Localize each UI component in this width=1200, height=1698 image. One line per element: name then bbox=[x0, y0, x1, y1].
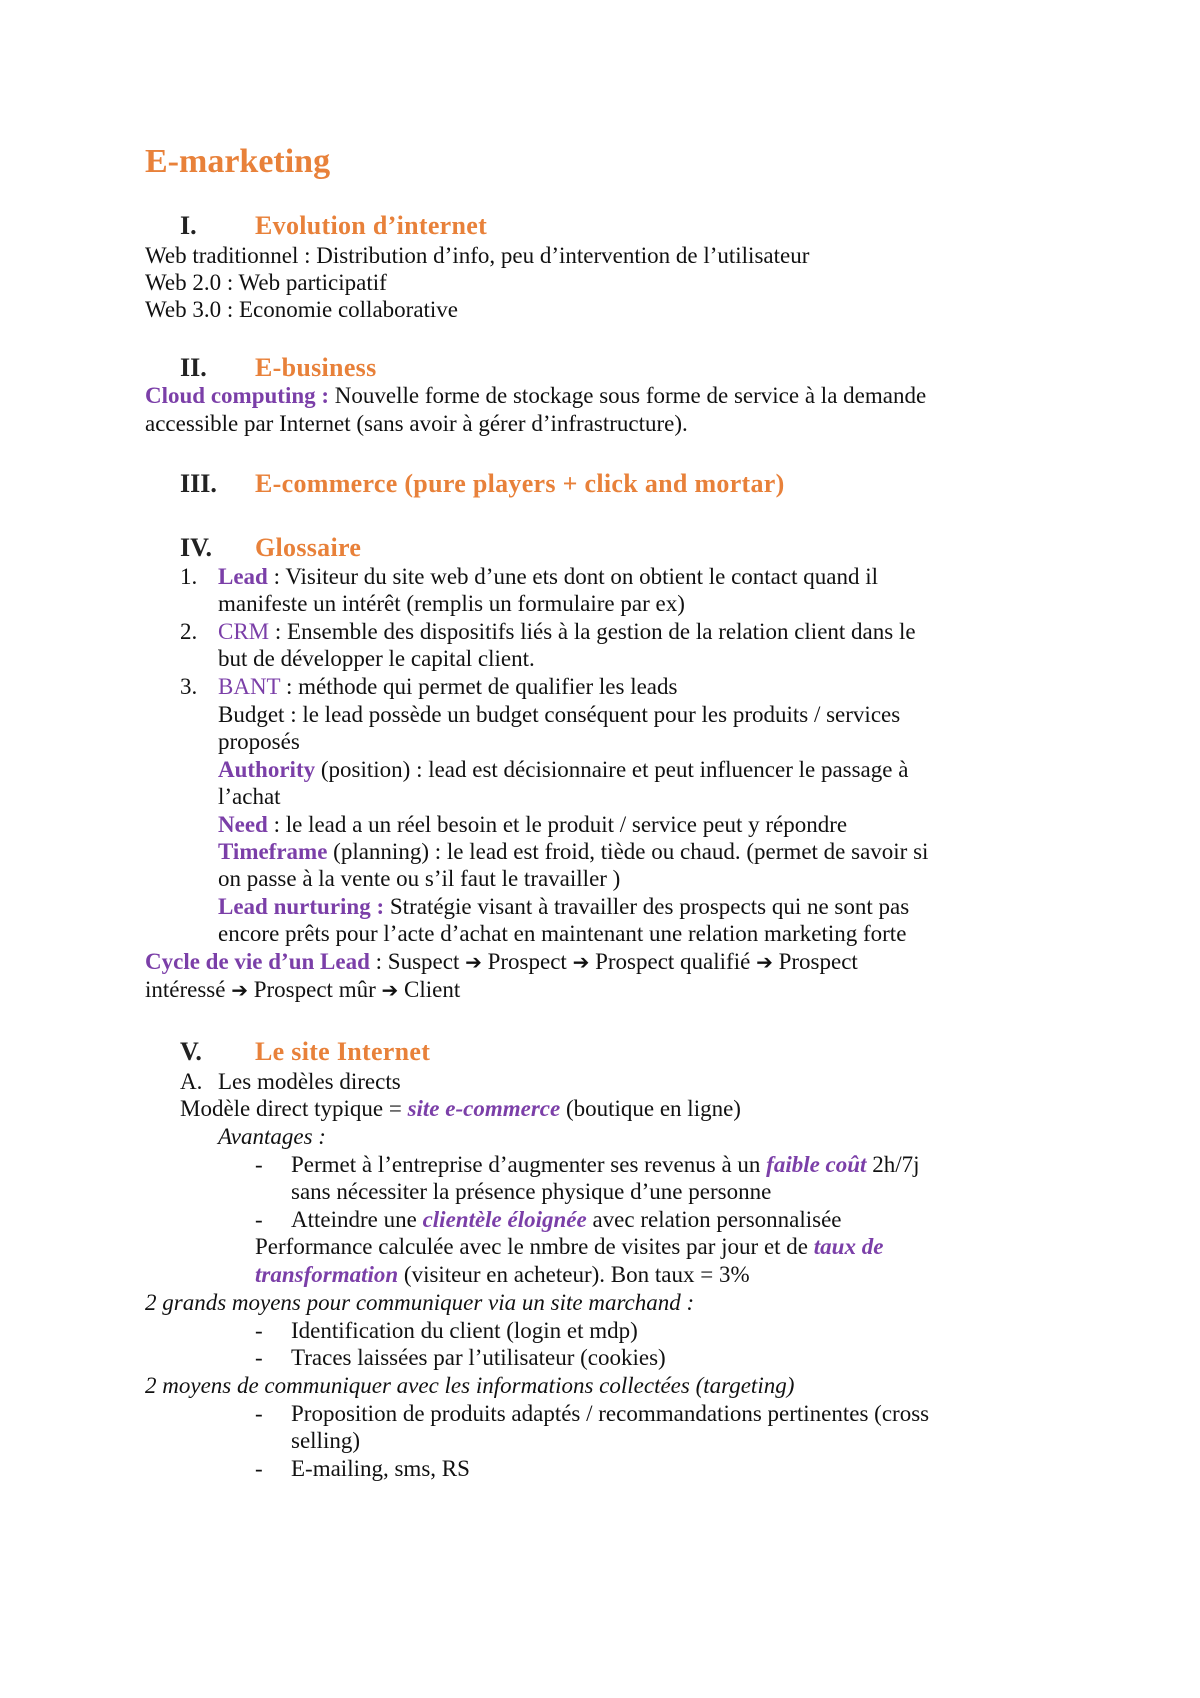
cycle-prospect-qualifie: Prospect qualifié bbox=[589, 949, 757, 974]
section-3-heading: E-commerce (pure players + click and mortar) bbox=[255, 469, 785, 498]
lead-cycle-term: Cycle de vie d’un Lead bbox=[145, 949, 370, 974]
lead-nurturing-continuation: encore prêts pour l’acte d’achat en maintenant une relation marketing forte bbox=[218, 921, 907, 946]
web-3-line: Web 3.0 : Economie collaborative bbox=[145, 297, 459, 322]
targeting-emailing: E-mailing, sms, RS bbox=[291, 1456, 470, 1481]
section-5-heading: Le site Internet bbox=[255, 1037, 431, 1066]
bant-term: BANT bbox=[218, 674, 281, 699]
section-2-number: II. bbox=[180, 353, 207, 382]
glossary-item-lead bbox=[218, 563, 878, 591]
need-definition: : le lead a un réel besoin et le produit / service peut y répondre bbox=[267, 812, 848, 837]
bullet-dash: - bbox=[255, 1152, 263, 1177]
arrow-right-icon: ➔ bbox=[381, 978, 399, 1002]
performance-line bbox=[255, 1233, 883, 1261]
site-ecommerce-term: site e-commerce bbox=[407, 1096, 561, 1121]
cycle-prospect-interesse: Prospect bbox=[772, 949, 858, 974]
taux-de-term: taux de bbox=[813, 1234, 884, 1259]
lead-term: Lead bbox=[218, 564, 268, 589]
bullet-dash: - bbox=[255, 1318, 263, 1343]
cloud-computing-continuation: accessible par Internet (sans avoir à gérer d’infrastructure). bbox=[145, 411, 688, 436]
performance-text: Performance calculée avec le nmbre de visites par jour et de bbox=[255, 1234, 814, 1259]
authority-definition: (position) : lead est décisionnaire et peut influencer le passage à bbox=[315, 757, 909, 782]
advantage-1-continuation: sans nécessiter la présence physique d’une personne bbox=[291, 1179, 772, 1204]
subsection-a-title: Les modèles directs bbox=[218, 1069, 401, 1094]
page-title: E-marketing bbox=[145, 143, 331, 180]
faible-cout-term: faible coût bbox=[766, 1152, 867, 1177]
advantage-1-hours: 2h/7j bbox=[866, 1152, 920, 1177]
budget-line: Budget : le lead possède un budget conséquent pour les produits / services bbox=[218, 702, 901, 727]
timeframe-definition: (planning) : le lead est froid, tiède ou chaud. (permet de savoir si bbox=[327, 839, 929, 864]
bullet-dash: - bbox=[255, 1345, 263, 1370]
arrow-right-icon: ➔ bbox=[231, 978, 248, 1002]
budget-continuation: proposés bbox=[218, 729, 300, 754]
cycle-prospect: Prospect bbox=[481, 949, 573, 974]
advantage-1-text: Permet à l’entreprise d’augmenter ses revenus à un bbox=[291, 1152, 767, 1177]
bant-definition: : méthode qui permet de qualifier les leads bbox=[280, 674, 678, 699]
direct-model-note: (boutique en ligne) bbox=[560, 1096, 741, 1121]
authority-continuation: l’achat bbox=[218, 784, 281, 809]
cycle-suspect: : Suspect bbox=[369, 949, 466, 974]
bullet-dash: - bbox=[255, 1207, 263, 1232]
crm-continuation: but de développer le capital client. bbox=[218, 646, 535, 671]
section-1-number: I. bbox=[180, 211, 197, 240]
lead-cycle-continuation bbox=[145, 976, 460, 1004]
targeting-proposition: Proposition de produits adaptés / recommandations pertinentes (cross bbox=[291, 1401, 930, 1426]
direct-model-line bbox=[180, 1095, 741, 1123]
advantage-2-note: avec relation personnalisée bbox=[586, 1207, 842, 1232]
lead-nurturing-line bbox=[218, 893, 909, 921]
targeting-proposition-continuation: selling) bbox=[291, 1428, 360, 1453]
list-number-2: 2. bbox=[180, 619, 198, 644]
need-term: Need bbox=[218, 812, 268, 837]
arrow-right-icon: ➔ bbox=[572, 950, 590, 974]
lead-continuation: manifeste un intérêt (remplis un formulaire par ex) bbox=[218, 591, 685, 616]
cycle-client: Client bbox=[398, 977, 461, 1002]
glossary-item-bant bbox=[218, 673, 677, 701]
section-4-heading: Glossaire bbox=[255, 533, 362, 562]
timeframe-term: Timeframe bbox=[218, 839, 328, 864]
section-4-number: IV. bbox=[180, 533, 213, 562]
performance-continuation bbox=[255, 1261, 750, 1289]
crm-definition: : Ensemble des dispositifs liés à la gestion de la relation client dans le bbox=[269, 619, 916, 644]
cloud-computing-definition: Nouvelle forme de stockage sous forme de service à la demande bbox=[329, 383, 927, 408]
section-2-heading: E-business bbox=[255, 353, 377, 382]
cloud-computing-term: Cloud computing : bbox=[145, 383, 330, 408]
cloud-computing-line bbox=[145, 382, 926, 410]
means-traces: Traces laissées par l’utilisateur (cookies) bbox=[291, 1345, 666, 1370]
section-1-heading: Evolution d’internet bbox=[255, 211, 488, 240]
direct-model-label: Modèle direct typique = bbox=[180, 1096, 408, 1121]
list-number-1: 1. bbox=[180, 564, 198, 589]
advantage-2 bbox=[291, 1206, 842, 1234]
lead-nurturing-definition: Stratégie visant à travailler des prospects qui ne sont pas bbox=[384, 894, 910, 919]
bullet-dash: - bbox=[255, 1401, 263, 1426]
crm-term: CRM bbox=[218, 619, 270, 644]
clientele-eloignee-term: clientèle éloignée bbox=[422, 1207, 587, 1232]
means-identification: Identification du client (login et mdp) bbox=[291, 1318, 638, 1343]
cycle-prospect-mur: Prospect mûr bbox=[247, 977, 382, 1002]
advantage-1 bbox=[291, 1151, 919, 1179]
targeting-heading: 2 moyens de communiquer avec les informations collectées (targeting) bbox=[145, 1373, 795, 1398]
subsection-a-letter: A. bbox=[180, 1069, 203, 1094]
lead-cycle-line bbox=[145, 948, 858, 976]
transformation-term: transformation bbox=[255, 1262, 399, 1287]
communication-means-heading: 2 grands moyens pour communiquer via un site marchand : bbox=[145, 1290, 695, 1315]
list-number-3: 3. bbox=[180, 674, 198, 699]
need-line bbox=[218, 811, 847, 839]
web-2-line: Web 2.0 : Web participatif bbox=[145, 270, 387, 295]
avantages-label: Avantages : bbox=[218, 1124, 326, 1149]
cycle-interesse: intéressé bbox=[145, 977, 232, 1002]
lead-nurturing-term: Lead nurturing : bbox=[218, 894, 385, 919]
advantage-2-text: Atteindre une bbox=[291, 1207, 423, 1232]
arrow-right-icon: ➔ bbox=[756, 950, 773, 974]
section-3-number: III. bbox=[180, 469, 217, 498]
arrow-right-icon: ➔ bbox=[465, 950, 482, 974]
authority-line bbox=[218, 756, 908, 784]
web-traditionnel-line: Web traditionnel : Distribution d’info, peu d’intervention de l’utilisateur bbox=[145, 243, 810, 268]
timeframe-continuation: on passe à la vente ou s’il faut le travailler ) bbox=[218, 866, 621, 891]
section-5-number: V. bbox=[180, 1037, 202, 1066]
performance-note: (visiteur en acheteur). Bon taux = 3% bbox=[398, 1262, 750, 1287]
timeframe-line bbox=[218, 838, 928, 866]
bullet-dash: - bbox=[255, 1456, 263, 1481]
glossary-item-crm bbox=[218, 618, 916, 646]
authority-term: Authority bbox=[218, 757, 316, 782]
lead-definition: : Visiteur du site web d’une ets dont on obtient le contact quand il bbox=[267, 564, 878, 589]
